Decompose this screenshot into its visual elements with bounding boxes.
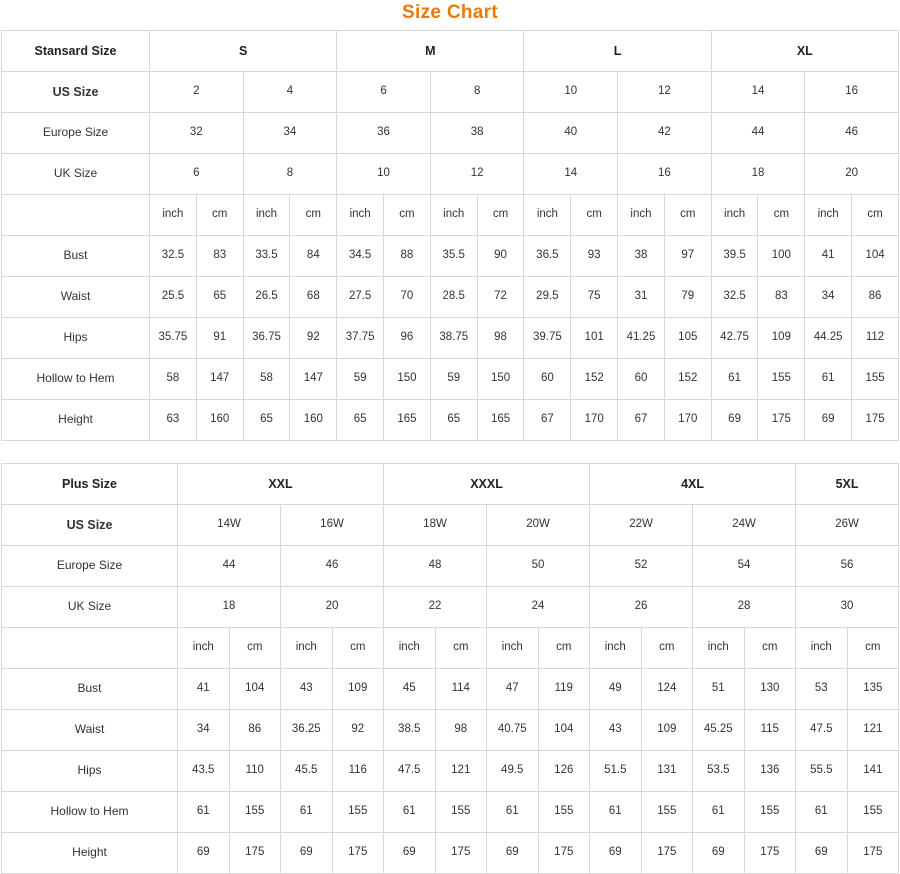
cell-hollow-7: 150 bbox=[477, 359, 524, 400]
cell-waist-4: 27.5 bbox=[337, 277, 384, 318]
cell-hips-14: 44.25 bbox=[805, 318, 852, 359]
cell-hips-plus-3: 116 bbox=[332, 751, 384, 792]
cell-uk-plus-4: 26 bbox=[590, 587, 693, 628]
unit-cell-plus-5: cm bbox=[435, 628, 487, 669]
cell-eu-5: 42 bbox=[618, 113, 712, 154]
cell-us-2: 6 bbox=[337, 72, 431, 113]
cell-uk-plus-5: 28 bbox=[693, 587, 796, 628]
cell-waist-plus-8: 43 bbox=[590, 710, 642, 751]
cell-us-plus-3: 20W bbox=[487, 505, 590, 546]
cell-hips-15: 112 bbox=[852, 318, 899, 359]
cell-waist-plus-4: 38.5 bbox=[384, 710, 436, 751]
row-label-us-size-plus: US Size bbox=[2, 505, 178, 546]
cell-bust-2: 33.5 bbox=[243, 236, 290, 277]
unit-cell-plus-12: inch bbox=[796, 628, 848, 669]
group-xxl: XXL bbox=[178, 464, 384, 505]
cell-waist-plus-7: 104 bbox=[538, 710, 590, 751]
cell-us-6: 14 bbox=[711, 72, 805, 113]
cell-waist-1: 65 bbox=[196, 277, 243, 318]
cell-hollow-plus-12: 61 bbox=[796, 792, 848, 833]
cell-bust-5: 88 bbox=[384, 236, 431, 277]
cell-height-4: 65 bbox=[337, 400, 384, 441]
cell-height-plus-4: 69 bbox=[384, 833, 436, 874]
unit-cell-plus-11: cm bbox=[744, 628, 796, 669]
unit-cell-2: inch bbox=[243, 195, 290, 236]
cell-bust-plus-5: 114 bbox=[435, 669, 487, 710]
cell-waist-plus-1: 86 bbox=[229, 710, 281, 751]
table-row-hips bbox=[2, 318, 899, 359]
cell-hollow-5: 150 bbox=[384, 359, 431, 400]
cell-eu-3: 38 bbox=[430, 113, 524, 154]
cell-waist-plus-10: 45.25 bbox=[693, 710, 745, 751]
cell-us-5: 12 bbox=[618, 72, 712, 113]
cell-height-plus-3: 175 bbox=[332, 833, 384, 874]
cell-waist-plus-5: 98 bbox=[435, 710, 487, 751]
row-label-bust-plus: Bust bbox=[2, 669, 178, 710]
group-5xl: 5XL bbox=[796, 464, 899, 505]
cell-height-plus-2: 69 bbox=[281, 833, 333, 874]
cell-eu-plus-6: 56 bbox=[796, 546, 899, 587]
cell-uk-0: 6 bbox=[150, 154, 244, 195]
table-row-units bbox=[2, 628, 899, 669]
cell-hollow-plus-10: 61 bbox=[693, 792, 745, 833]
cell-us-plus-1: 16W bbox=[281, 505, 384, 546]
cell-bust-plus-2: 43 bbox=[281, 669, 333, 710]
cell-us-plus-5: 24W bbox=[693, 505, 796, 546]
table-row-waist bbox=[2, 710, 899, 751]
cell-hips-plus-13: 141 bbox=[847, 751, 899, 792]
row-label-waist: Waist bbox=[2, 277, 150, 318]
unit-cell-plus-6: inch bbox=[487, 628, 539, 669]
group-4xl: 4XL bbox=[590, 464, 796, 505]
cell-hips-10: 41.25 bbox=[618, 318, 665, 359]
cell-hips-4: 37.75 bbox=[337, 318, 384, 359]
table-row-header bbox=[2, 464, 899, 505]
unit-cell-8: inch bbox=[524, 195, 571, 236]
cell-eu-plus-2: 48 bbox=[384, 546, 487, 587]
cell-hips-12: 42.75 bbox=[711, 318, 758, 359]
group-xl: XL bbox=[711, 31, 898, 72]
row-label-units bbox=[2, 195, 150, 236]
cell-bust-4: 34.5 bbox=[337, 236, 384, 277]
cell-height-12: 69 bbox=[711, 400, 758, 441]
cell-bust-9: 93 bbox=[571, 236, 618, 277]
row-label-hips-plus: Hips bbox=[2, 751, 178, 792]
group-l: L bbox=[524, 31, 711, 72]
cell-waist-7: 72 bbox=[477, 277, 524, 318]
cell-hollow-plus-5: 155 bbox=[435, 792, 487, 833]
unit-cell-plus-8: inch bbox=[590, 628, 642, 669]
cell-waist-plus-2: 36.25 bbox=[281, 710, 333, 751]
table-row-hollow-to-hem bbox=[2, 359, 899, 400]
row-label-europe-size: Europe Size bbox=[2, 113, 150, 154]
unit-cell-5: cm bbox=[384, 195, 431, 236]
cell-uk-1: 8 bbox=[243, 154, 337, 195]
unit-cell-10: inch bbox=[618, 195, 665, 236]
row-label-units-plus bbox=[2, 628, 178, 669]
cell-us-1: 4 bbox=[243, 72, 337, 113]
cell-bust-plus-0: 41 bbox=[178, 669, 230, 710]
unit-cell-plus-4: inch bbox=[384, 628, 436, 669]
cell-hollow-10: 60 bbox=[618, 359, 665, 400]
cell-bust-plus-13: 135 bbox=[847, 669, 899, 710]
cell-height-plus-12: 69 bbox=[796, 833, 848, 874]
cell-hollow-plus-0: 61 bbox=[178, 792, 230, 833]
cell-hollow-12: 61 bbox=[711, 359, 758, 400]
cell-height-3: 160 bbox=[290, 400, 337, 441]
cell-hollow-6: 59 bbox=[430, 359, 477, 400]
cell-height-plus-11: 175 bbox=[744, 833, 796, 874]
unit-cell-plus-3: cm bbox=[332, 628, 384, 669]
cell-us-plus-2: 18W bbox=[384, 505, 487, 546]
cell-hips-9: 101 bbox=[571, 318, 618, 359]
cell-height-14: 69 bbox=[805, 400, 852, 441]
cell-us-0: 2 bbox=[150, 72, 244, 113]
unit-cell-plus-13: cm bbox=[847, 628, 899, 669]
cell-height-6: 65 bbox=[430, 400, 477, 441]
row-label-bust: Bust bbox=[2, 236, 150, 277]
unit-cell-11: cm bbox=[664, 195, 711, 236]
unit-cell-1: cm bbox=[196, 195, 243, 236]
cell-height-9: 170 bbox=[571, 400, 618, 441]
cell-eu-plus-3: 50 bbox=[487, 546, 590, 587]
cell-hollow-8: 60 bbox=[524, 359, 571, 400]
cell-waist-plus-11: 115 bbox=[744, 710, 796, 751]
cell-waist-9: 75 bbox=[571, 277, 618, 318]
unit-cell-9: cm bbox=[571, 195, 618, 236]
table-row-bust bbox=[2, 236, 899, 277]
cell-hollow-plus-3: 155 bbox=[332, 792, 384, 833]
cell-waist-3: 68 bbox=[290, 277, 337, 318]
cell-hips-8: 39.75 bbox=[524, 318, 571, 359]
cell-hips-2: 36.75 bbox=[243, 318, 290, 359]
cell-bust-0: 32.5 bbox=[150, 236, 197, 277]
cell-hollow-1: 147 bbox=[196, 359, 243, 400]
cell-height-7: 165 bbox=[477, 400, 524, 441]
cell-hips-plus-4: 47.5 bbox=[384, 751, 436, 792]
cell-waist-15: 86 bbox=[852, 277, 899, 318]
cell-height-5: 165 bbox=[384, 400, 431, 441]
row-label-europe-size-plus: Europe Size bbox=[2, 546, 178, 587]
plus-size-table bbox=[1, 463, 899, 874]
group-xxxl: XXXL bbox=[384, 464, 590, 505]
cell-eu-2: 36 bbox=[337, 113, 431, 154]
cell-eu-1: 34 bbox=[243, 113, 337, 154]
cell-height-8: 67 bbox=[524, 400, 571, 441]
cell-bust-plus-7: 119 bbox=[538, 669, 590, 710]
header-label: Stansard Size bbox=[2, 31, 150, 72]
cell-bust-plus-11: 130 bbox=[744, 669, 796, 710]
cell-hips-plus-6: 49.5 bbox=[487, 751, 539, 792]
cell-waist-12: 32.5 bbox=[711, 277, 758, 318]
table-row-height bbox=[2, 400, 899, 441]
cell-bust-3: 84 bbox=[290, 236, 337, 277]
cell-hips-plus-5: 121 bbox=[435, 751, 487, 792]
cell-waist-8: 29.5 bbox=[524, 277, 571, 318]
cell-hollow-plus-2: 61 bbox=[281, 792, 333, 833]
cell-hollow-plus-9: 155 bbox=[641, 792, 693, 833]
unit-cell-plus-7: cm bbox=[538, 628, 590, 669]
cell-bust-plus-12: 53 bbox=[796, 669, 848, 710]
cell-hollow-13: 155 bbox=[758, 359, 805, 400]
cell-hips-plus-9: 131 bbox=[641, 751, 693, 792]
cell-waist-plus-12: 47.5 bbox=[796, 710, 848, 751]
cell-eu-plus-0: 44 bbox=[178, 546, 281, 587]
cell-eu-4: 40 bbox=[524, 113, 618, 154]
group-s: S bbox=[150, 31, 337, 72]
cell-hollow-0: 58 bbox=[150, 359, 197, 400]
cell-bust-plus-3: 109 bbox=[332, 669, 384, 710]
table-row-hips bbox=[2, 751, 899, 792]
cell-hollow-11: 152 bbox=[664, 359, 711, 400]
cell-uk-plus-6: 30 bbox=[796, 587, 899, 628]
cell-uk-4: 14 bbox=[524, 154, 618, 195]
cell-uk-6: 18 bbox=[711, 154, 805, 195]
cell-hollow-plus-11: 155 bbox=[744, 792, 796, 833]
cell-height-15: 175 bbox=[852, 400, 899, 441]
cell-waist-plus-0: 34 bbox=[178, 710, 230, 751]
cell-uk-3: 12 bbox=[430, 154, 524, 195]
cell-bust-15: 104 bbox=[852, 236, 899, 277]
cell-uk-5: 16 bbox=[618, 154, 712, 195]
group-m: M bbox=[337, 31, 524, 72]
cell-height-plus-0: 69 bbox=[178, 833, 230, 874]
cell-uk-plus-3: 24 bbox=[487, 587, 590, 628]
cell-hollow-plus-1: 155 bbox=[229, 792, 281, 833]
cell-height-plus-9: 175 bbox=[641, 833, 693, 874]
cell-height-11: 170 bbox=[664, 400, 711, 441]
cell-us-plus-0: 14W bbox=[178, 505, 281, 546]
row-label-uk-size-plus: UK Size bbox=[2, 587, 178, 628]
cell-bust-14: 41 bbox=[805, 236, 852, 277]
table-row-bust bbox=[2, 669, 899, 710]
cell-uk-plus-1: 20 bbox=[281, 587, 384, 628]
cell-waist-6: 28.5 bbox=[430, 277, 477, 318]
table-row-hollow-to-hem bbox=[2, 792, 899, 833]
table-row-us-size bbox=[2, 505, 899, 546]
unit-cell-plus-9: cm bbox=[641, 628, 693, 669]
unit-cell-7: cm bbox=[477, 195, 524, 236]
cell-hollow-plus-6: 61 bbox=[487, 792, 539, 833]
cell-hips-6: 38.75 bbox=[430, 318, 477, 359]
cell-height-plus-10: 69 bbox=[693, 833, 745, 874]
cell-bust-12: 39.5 bbox=[711, 236, 758, 277]
cell-height-2: 65 bbox=[243, 400, 290, 441]
cell-bust-plus-1: 104 bbox=[229, 669, 281, 710]
table-row-units bbox=[2, 195, 899, 236]
unit-cell-3: cm bbox=[290, 195, 337, 236]
cell-eu-plus-5: 54 bbox=[693, 546, 796, 587]
cell-hollow-14: 61 bbox=[805, 359, 852, 400]
cell-hollow-2: 58 bbox=[243, 359, 290, 400]
header-label-plus: Plus Size bbox=[2, 464, 178, 505]
cell-height-plus-8: 69 bbox=[590, 833, 642, 874]
cell-uk-7: 20 bbox=[805, 154, 899, 195]
cell-hips-plus-7: 126 bbox=[538, 751, 590, 792]
table-row-uk-size bbox=[2, 154, 899, 195]
cell-height-0: 63 bbox=[150, 400, 197, 441]
unit-cell-12: inch bbox=[711, 195, 758, 236]
cell-height-10: 67 bbox=[618, 400, 665, 441]
cell-hollow-plus-13: 155 bbox=[847, 792, 899, 833]
table-row-uk-size bbox=[2, 587, 899, 628]
cell-hips-plus-0: 43.5 bbox=[178, 751, 230, 792]
cell-hollow-9: 152 bbox=[571, 359, 618, 400]
row-label-hips: Hips bbox=[2, 318, 150, 359]
cell-height-1: 160 bbox=[196, 400, 243, 441]
cell-us-plus-6: 26W bbox=[796, 505, 899, 546]
cell-hips-plus-2: 45.5 bbox=[281, 751, 333, 792]
cell-bust-plus-4: 45 bbox=[384, 669, 436, 710]
cell-bust-11: 97 bbox=[664, 236, 711, 277]
cell-hips-11: 105 bbox=[664, 318, 711, 359]
row-label-hollow-to-hem-plus: Hollow to Hem bbox=[2, 792, 178, 833]
cell-height-plus-7: 175 bbox=[538, 833, 590, 874]
cell-height-plus-6: 69 bbox=[487, 833, 539, 874]
cell-hollow-4: 59 bbox=[337, 359, 384, 400]
cell-waist-plus-13: 121 bbox=[847, 710, 899, 751]
cell-hips-plus-11: 136 bbox=[744, 751, 796, 792]
cell-eu-0: 32 bbox=[150, 113, 244, 154]
table-row-europe-size bbox=[2, 113, 899, 154]
cell-waist-5: 70 bbox=[384, 277, 431, 318]
cell-hollow-plus-4: 61 bbox=[384, 792, 436, 833]
unit-cell-15: cm bbox=[852, 195, 899, 236]
cell-hollow-3: 147 bbox=[290, 359, 337, 400]
cell-hollow-plus-8: 61 bbox=[590, 792, 642, 833]
cell-eu-6: 44 bbox=[711, 113, 805, 154]
cell-hips-1: 91 bbox=[196, 318, 243, 359]
cell-uk-plus-0: 18 bbox=[178, 587, 281, 628]
cell-uk-2: 10 bbox=[337, 154, 431, 195]
cell-hips-plus-10: 53.5 bbox=[693, 751, 745, 792]
cell-height-plus-13: 175 bbox=[847, 833, 899, 874]
cell-waist-13: 83 bbox=[758, 277, 805, 318]
cell-height-plus-1: 175 bbox=[229, 833, 281, 874]
cell-bust-7: 90 bbox=[477, 236, 524, 277]
cell-hips-0: 35.75 bbox=[150, 318, 197, 359]
page-title: Size Chart bbox=[402, 2, 498, 23]
table-row-height bbox=[2, 833, 899, 874]
cell-waist-plus-9: 109 bbox=[641, 710, 693, 751]
table-row-us-size bbox=[2, 72, 899, 113]
standard-size-table-wrap bbox=[0, 30, 900, 441]
cell-hips-7: 98 bbox=[477, 318, 524, 359]
cell-waist-2: 26.5 bbox=[243, 277, 290, 318]
cell-hips-13: 109 bbox=[758, 318, 805, 359]
cell-bust-plus-9: 124 bbox=[641, 669, 693, 710]
row-label-hollow-to-hem: Hollow to Hem bbox=[2, 359, 150, 400]
table-divider bbox=[0, 441, 900, 463]
cell-us-3: 8 bbox=[430, 72, 524, 113]
cell-eu-7: 46 bbox=[805, 113, 899, 154]
table-row-europe-size bbox=[2, 546, 899, 587]
cell-hips-plus-1: 110 bbox=[229, 751, 281, 792]
unit-cell-plus-10: inch bbox=[693, 628, 745, 669]
cell-height-plus-5: 175 bbox=[435, 833, 487, 874]
row-label-height-plus: Height bbox=[2, 833, 178, 874]
cell-bust-13: 100 bbox=[758, 236, 805, 277]
cell-waist-14: 34 bbox=[805, 277, 852, 318]
unit-cell-plus-0: inch bbox=[178, 628, 230, 669]
unit-cell-14: inch bbox=[805, 195, 852, 236]
row-label-height: Height bbox=[2, 400, 150, 441]
plus-size-table-wrap bbox=[0, 463, 900, 874]
cell-height-13: 175 bbox=[758, 400, 805, 441]
cell-us-4: 10 bbox=[524, 72, 618, 113]
unit-cell-plus-2: inch bbox=[281, 628, 333, 669]
table-row-header bbox=[2, 31, 899, 72]
table-row-waist bbox=[2, 277, 899, 318]
cell-eu-plus-4: 52 bbox=[590, 546, 693, 587]
cell-waist-11: 79 bbox=[664, 277, 711, 318]
cell-bust-plus-10: 51 bbox=[693, 669, 745, 710]
cell-waist-10: 31 bbox=[618, 277, 665, 318]
cell-eu-plus-1: 46 bbox=[281, 546, 384, 587]
cell-bust-10: 38 bbox=[618, 236, 665, 277]
cell-hollow-15: 155 bbox=[852, 359, 899, 400]
cell-waist-plus-3: 92 bbox=[332, 710, 384, 751]
cell-bust-1: 83 bbox=[196, 236, 243, 277]
row-label-uk-size: UK Size bbox=[2, 154, 150, 195]
cell-hips-3: 92 bbox=[290, 318, 337, 359]
unit-cell-13: cm bbox=[758, 195, 805, 236]
cell-hips-plus-8: 51.5 bbox=[590, 751, 642, 792]
row-label-us-size: US Size bbox=[2, 72, 150, 113]
cell-uk-plus-2: 22 bbox=[384, 587, 487, 628]
cell-hips-plus-12: 55.5 bbox=[796, 751, 848, 792]
cell-waist-plus-6: 40.75 bbox=[487, 710, 539, 751]
row-label-waist-plus: Waist bbox=[2, 710, 178, 751]
standard-size-table bbox=[1, 30, 899, 441]
cell-us-plus-4: 22W bbox=[590, 505, 693, 546]
cell-hips-5: 96 bbox=[384, 318, 431, 359]
unit-cell-6: inch bbox=[430, 195, 477, 236]
cell-waist-0: 25.5 bbox=[150, 277, 197, 318]
cell-bust-plus-6: 47 bbox=[487, 669, 539, 710]
unit-cell-plus-1: cm bbox=[229, 628, 281, 669]
cell-bust-6: 35.5 bbox=[430, 236, 477, 277]
cell-hollow-plus-7: 155 bbox=[538, 792, 590, 833]
unit-cell-0: inch bbox=[150, 195, 197, 236]
cell-bust-8: 36.5 bbox=[524, 236, 571, 277]
cell-us-7: 16 bbox=[805, 72, 899, 113]
unit-cell-4: inch bbox=[337, 195, 384, 236]
cell-bust-plus-8: 49 bbox=[590, 669, 642, 710]
